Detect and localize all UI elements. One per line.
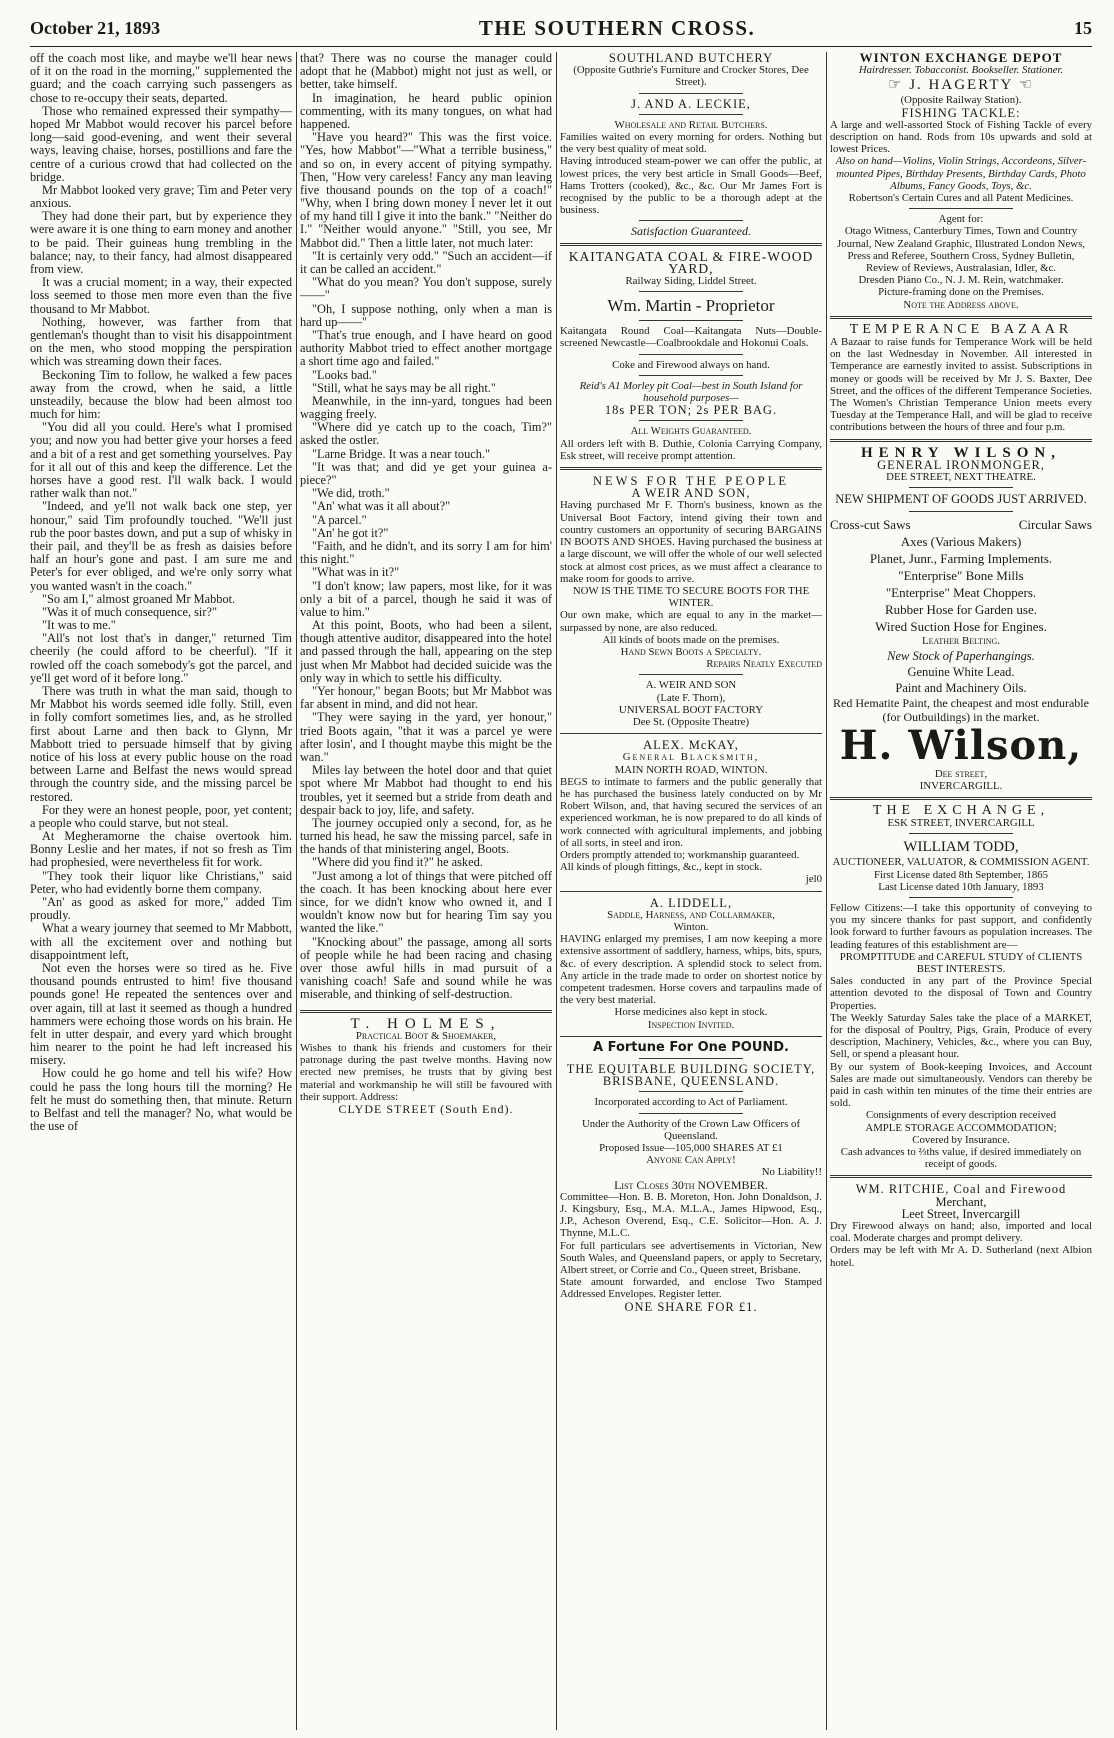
story-paragraph: "What was in it?" [312, 565, 400, 580]
equitable-liability: No Liability!! [761, 1166, 822, 1179]
story-paragraph: Meanwhile, in the inn-yard, tongues had been wagging freely. [300, 393, 552, 422]
winton-note: Note the Address above. [903, 298, 1019, 311]
winton-piano: Dresden Piano Co., N. J. M. Rein, watchmaker. [858, 274, 1064, 287]
wilson-axes: Axes (Various Makers) [900, 534, 1022, 550]
story-column-2 [300, 52, 552, 1730]
story-paragraph: For they were an honest people, poor, yet content; a people who could starve, but not steal. [30, 802, 292, 830]
equitable-share: ONE SHARE FOR £1. [624, 1299, 758, 1314]
story-paragraph: The journey occupied only a second, for, as he turned his head, he saw the missing parcel, safe in the hands of that ministering angel, Boots. [300, 815, 552, 857]
holmes-advertisement [300, 1015, 552, 1116]
weir-hand-sewn: Hand Sewn Boots a Specialty. [620, 645, 762, 658]
ritchie-body: Dry Firewood always on hand; also, imported and local coal. Moderate charges and prompt delivery. [830, 1220, 1092, 1245]
story-paragraph: Those who remained expressed their sympathy—hoped Mr Mabbot would recover his parcel before long—said good-evening, and went their several ways, leaving chaise, horses, postillions and fare the centre of a curious crowd that had collected on the bridge. [30, 103, 292, 184]
wilson-logo-street: Dee street, [934, 767, 988, 780]
story-paragraph: "A parcel." [312, 512, 367, 527]
winton-advertisement [830, 52, 1092, 311]
story-paragraph: Beckoning Tim to follow, he walked a few paces away from the crowd, when he said, a little unsteadily, because the blow had been almost too much for him: [30, 367, 292, 422]
wilson-bone: "Enterprise" Bone Mills [898, 568, 1024, 584]
story-paragraph: "It was to me." [42, 618, 116, 633]
ritchie-title: WM. RITCHIE, Coal and Firewood [855, 1182, 1067, 1197]
winton-agent-body: Otago Witness, Canterbury Times, Town and Country Journal, New Zealand Graphic, Illustrated London News, Press and Referee, Southern Cross, Sydney Bulletin, Review of Reviews, Australasian, Idler, &c. [837, 225, 1085, 275]
butchery-body-1: Families waited on every morning for orders. Nothing but the very best quality of meat sold. [560, 131, 822, 156]
story-paragraph: "Where did ye catch up to the coach, Tim?" asked the ostler. [300, 420, 552, 448]
kaitangata-location: Railway Siding, Liddel Street. [625, 275, 757, 288]
mckay-address: MAIN NORTH ROAD, WINTON. [614, 763, 768, 776]
story-paragraph: At Megheramorne the chaise overtook him. Bonny Leslie and her mates, if not so fresh as Tim had prophesied, were nevertheless fit for work. [30, 829, 292, 870]
wilson-logo-town: INVERCARGILL. [919, 779, 1003, 792]
column-rule [556, 52, 557, 1730]
divider [639, 114, 744, 115]
winton-proprietor: J. HAGERTY [909, 77, 1013, 94]
weir-title: NEWS FOR THE PEOPLE [592, 474, 789, 489]
wilson-trade: GENERAL IRONMONGER, [877, 457, 1045, 472]
temperance-body: A Bazaar to raise funds for Temperance Work will be held on the last Wednesday in November. All interested in Temperance are earnestly invited to assist. Subscriptions in money or goods will be received by Mr J. S. Baxter, Dee Street, and the offices of the different Temperance Societies. The Women's Christian Temperance Union meets every Tuesday at the Temperance Hall, and will be glad to receive contributions between the hours of three and four p.m. [830, 336, 1092, 434]
pointing-hand-icon: ☜ [1018, 77, 1034, 94]
mckay-plough: All kinds of plough fittings, &c., kept in stock. [560, 861, 763, 874]
story-paragraph: "You did all you could. Here's what I promised you; and now you had better give your horses a feed and a bit of a rest and get something yourselves. Pay for it all out of this and keep the difference. Let the horses have a good rest. I'll walk back. I would rather walk than not." [30, 420, 292, 501]
paper-title: THE SOUTHERN CROSS. [478, 15, 756, 40]
divider [639, 1058, 744, 1059]
equitable-amount: State amount forwarded, and enclose Two Stamped Addressed Envelopes. Register letter. [560, 1276, 822, 1301]
kaitangata-orders: All orders left with B. Duthie, Colonia Carrying Company, Esk street, will receive prompt attention. [560, 437, 822, 462]
mckay-name: ALEX. McKAY, [643, 738, 739, 753]
weir-advertisement [560, 475, 822, 728]
exchange-body: Fellow Citizens:—I take this opportunity of conveying to you my sincere thanks for past support, and confidently look forward to further favours as population increases. The leading features of this establishment are— [830, 901, 1092, 951]
story-paragraph: "They took their liquor like Christians," said Peter, who had evidently borne them company. [30, 868, 292, 896]
story-paragraph: that? There was no course the manager could adopt that he (Mabbot) might not just as well, or better, take himself. [300, 52, 552, 92]
story-paragraph: Nothing, however, was farther from that gentleman's thought than to visit his disappointment on the men, who stood mopping the perspiration which was streaming down their faces. [30, 314, 292, 369]
wilson-lead: Genuine White Lead. [907, 664, 1015, 679]
divider [639, 375, 744, 376]
divider [639, 291, 744, 292]
divider [639, 1113, 744, 1114]
wilson-address: DEE STREET, NEXT THEATRE. [886, 471, 1036, 484]
divider [639, 354, 744, 355]
divider [639, 93, 744, 94]
ads-column-4 [830, 52, 1092, 1730]
liddell-trade: Saddle, Harness, and Collarmaker, [607, 908, 775, 921]
divider [639, 220, 744, 221]
story-paragraph: It was a crucial moment; in a way, their expected loss seemed to those men more even than the five thousand to Mr Mabbot. [30, 275, 292, 316]
divider [909, 208, 1014, 209]
story-column-1 [30, 52, 292, 1730]
winton-roles [830, 64, 1092, 76]
wilson-shipment: NEW SHIPMENT OF GOODS JUST ARRIVED. [835, 492, 1087, 507]
wilson-oils: Paint and Machinery Oils. [895, 680, 1027, 695]
winton-role: Hairdresser. [858, 64, 912, 77]
story-paragraph: "They were saying in the yard, yer honour," tried Boots again, "that it was a parcel ye were after losin', and I thought maybe this might be the wan." [300, 710, 552, 764]
equitable-authority: Under the Authority of the Crown Law Officers of Queensland. [581, 1117, 801, 1142]
liddell-medicines: Horse medicines also kept in stock. [614, 1006, 768, 1019]
liddell-town: Winton. [673, 920, 709, 933]
weir-sig-late: (Late F. Thorn), [656, 691, 726, 704]
divider [639, 1091, 744, 1092]
divider [909, 511, 1014, 512]
kaitangata-hand: Coke and Firewood always on hand. [612, 358, 770, 371]
winton-opposite: (Opposite Railway Station). [900, 94, 1022, 107]
divider [300, 1010, 552, 1013]
ritchie-address: Leet Street, Invercargill [901, 1206, 1021, 1221]
weir-sig-factory: UNIVERSAL BOOT FACTORY [618, 703, 764, 716]
story-paragraph: off the coach most like, and maybe we'll hear news of it on the road in the morning," supplemented the guard; and the coach carrying such passengers as chose to re-occupy their seats, departed. [30, 52, 292, 105]
liddell-body: HAVING enlarged my premises, I am now keeping a more extensive assortment of saddlery, harness, whips, bits, spurs, &c. of every description. A splendid stock to select from. Any article in the trade made to order on shortest notice by competent tradesmen. Horse covers and tarpaulins made of the very best material. [560, 933, 822, 1007]
story-paragraph: "I don't know; law papers, most like, for it was only a bit of a parcel, though he said it was of value to him." [300, 578, 552, 619]
ritchie-advertisement [830, 1183, 1092, 1268]
story-paragraph: At this point, Boots, who had been a silent, though attentive auditor, disappeared into the hotel and passed through the hall, appearing on the step just when Mr Mabbot had decided suicide was the only way in which to settle his difficulty. [300, 618, 552, 685]
story-paragraph: "Knocking about" the passage, among all sorts of people while he had been racing and chasing over those awful hills in mad pursuit of a vanishing coach! Safe and sound while he was miserable, and thinking of self-destruction. [300, 934, 552, 1002]
story-paragraph: "Was it of much consequence, sir?" [42, 604, 217, 619]
equitable-committee: Committee—Hon. B. B. Moreton, Hon. John Donaldson, J. J. Kingsbury, Esq., M.A. M.L.A., James Hipwood, Esq., J.P., Acheson Overend, Esq., C.E. Solicitor—Hon. A. J. Thynne, M.L.C. [560, 1190, 822, 1240]
ritchie-orders: Orders may be left with Mr A. D. Sutherland (next Albion hotel. [830, 1244, 1092, 1269]
kaitangata-price: 18s PER TON; 2s PER BAG. [604, 403, 778, 418]
story-paragraph: "We did, troth." [312, 486, 390, 501]
story-paragraph: There was truth in what the man said, though to Mr Mabbot his words seemed idle folly. Still, even in folly comfort sometimes lies, and, as he strolled first about Larne and then back to Glynn, Mr Mabbott tried to persuade himself that by giving notice of his loss at every public house on the road between Larne and Belfast the news would spread through the country side, and the missing parcel be restored. [30, 684, 292, 804]
equitable-issue: Proposed Issue—105,000 SHARES AT £1 [599, 1142, 783, 1155]
exchange-weekly: The Weekly Saturday Sales take the place of a MARKET, for the disposal of Poultry, Pigs, Grain, Produce of every description, Machinery, Vehicles, &c., where you can Buy, Sell, or spend a pleasant hour. [830, 1011, 1092, 1061]
wilson-paper: New Stock of Paperhangings. [887, 648, 1035, 663]
exchange-name: WILLIAM TODD, [903, 839, 1019, 856]
temperance-advertisement [830, 321, 1092, 434]
weir-sig-name: A. WEIR AND SON [645, 679, 737, 692]
mckay-orders: Orders promptly attended to; workmanship guaranteed. [560, 848, 800, 861]
temperance-title: TEMPERANCE BAZAAR [849, 321, 1073, 337]
exchange-sales: Sales conducted in any part of the Province Special attention devoted to the disposal of Town and Country Properties. [830, 975, 1092, 1012]
exchange-cash: Cash advances to ⅔ths value, if desired immediately on receipt of goods. [840, 1145, 1082, 1171]
butchery-trade: Wholesale and Retail Butchers. [614, 118, 768, 131]
story-paragraph: "Have you heard?" This was the first voice. "Yes, how Mabbot"—"What a terrible business," and so on, in every accent of pitying sympathy. Then, "How very careless! Fancy any man leaving five thousand pounds on the top of a coach!" "Why, when I bring down money I never let it out of my hand till I give it into the bank." "Neither do I." "Neither would anyone." "Still, you see, Mr Mabbot did." Then a little later, not much later: [300, 130, 552, 250]
story-paragraph: "So am I," almost groaned Mr Mabbot. [42, 591, 236, 606]
winton-role: Stationer. [1022, 64, 1064, 77]
wilson-hose: Rubber Hose for Garden use. [885, 602, 1037, 618]
holmes-address: CLYDE STREET (South End). [338, 1101, 514, 1116]
liddell-invited: Inspection Invited. [647, 1018, 735, 1031]
winton-title: WINTON EXCHANGE DEPOT [859, 52, 1063, 65]
holmes-name: T. HOLMES, [350, 1015, 502, 1032]
story-paragraph: "It is certainly very odd." "Such an accident—if it can be called an accident." [300, 248, 552, 276]
ritchie-role: Merchant, [935, 1194, 987, 1209]
kaitangata-weights: All Weights Guaranteed. [630, 425, 752, 438]
wilson-choppers: "Enterprise" Meat Choppers. [885, 585, 1037, 601]
story-paragraph: "Just among a lot of things that were pitched off the coach. It has been knocking about here ever since, for we didn't know who owned it, and I wouldn't know now but for hearing Tim say you wanted the like." [300, 868, 552, 936]
butchery-title: SOUTHLAND BUTCHERY [608, 52, 774, 65]
story-paragraph: Not even the horses were so tired as he. Five thousand pounds entrusted to him! five thousand pounds gone! He repeated the sentences over and over again, till at last it seemed as though a hundred hammers were echoing those words on his brain. He felt in utter despair, and every yard which brought him nearer to the point he had left increased his misery. [30, 960, 292, 1068]
winton-name [830, 76, 1092, 94]
story-continued [300, 52, 552, 1002]
mckay-trade: General Blacksmith, [622, 751, 760, 764]
story-paragraph: "Faith, and he didn't, and its sorry I am for him' this night." [300, 538, 552, 567]
story-paragraph: "Yer honour," began Boots; but Mr Mabbot was far absent in mind, and did not hear. [300, 684, 552, 712]
divider [830, 439, 1092, 442]
equitable-advertisement [560, 1039, 822, 1314]
story-paragraph: "All's not lost that's in danger," returned Tim cheerily (he could afford to be cheerful). "If it rowled off the coach somebody's got the parcel, and ye'll get word of it before long." [30, 631, 292, 685]
divider [909, 487, 1014, 488]
story-paragraph: "An' he got it?" [312, 525, 389, 540]
divider [639, 420, 744, 421]
column-rule [296, 52, 297, 1730]
wilson-circular: Circular Saws [1018, 517, 1092, 533]
weir-neatly: Repairs Neatly Executed [706, 658, 822, 671]
kaitangata-title: KAITANGATA COAL & FIRE-WOOD YARD, [568, 248, 814, 276]
wilson-advertisement [830, 444, 1092, 792]
issue-date: October 21, 1893 [30, 17, 161, 38]
weir-body: Having purchased Mr F. Thorn's business, known as the Universal Boot Factory, intend giving their town and country customers an opportunity of securing BARGAINS IN BOOTS AND SHOES. Having purchased the business at a large discount, we will offer the whole of our well selected stock at almost cost prices, as we must affect a clearance to make room for goods to arrive. [560, 499, 822, 585]
story-paragraph: "Still, what he says may be all right." [312, 380, 496, 395]
equitable-particulars: For full particulars see advertisements in Victorian, New South Wales, and Queensland papers, or apply to Secretary, Albert street, or Corrie and Co., Queen street, Brisbane. [560, 1239, 822, 1277]
story-paragraph: "Looks bad." [312, 367, 377, 382]
winton-fishing-body: A large and well-assorted Stock of Fishing Tackle of every description on hand. Rods from 10s upwards and sold at lowest Prices. [830, 118, 1092, 156]
equitable-anyone: Anyone Can Apply! [646, 1154, 736, 1167]
exchange-storage: AMPLE STORAGE ACCOMMODATION; [865, 1121, 1057, 1134]
exchange-role: AUCTIONEER, VALUATOR, & COMMISSION AGENT. [832, 856, 1090, 869]
winton-also: Also on hand—Violins, Violin Strings, Accordeons, Silver-mounted Pipes, Birthday Presents, Birthday Cards, Photo Albums, Fancy Goods, Toys, &c. [835, 155, 1087, 192]
column-rule [826, 52, 827, 1730]
wilson-title: HENRY WILSON, [861, 444, 1061, 461]
wilson-wired: Wired Suction Hose for Engines. [875, 619, 1047, 635]
winton-role: Tobacconist. [914, 64, 969, 77]
exchange-license-2: Last License dated 10th January, 1893 [878, 880, 1044, 893]
masthead [30, 10, 1092, 47]
wilson-belting: Leather Belting. [921, 635, 1000, 648]
equitable-incorporated: Incorporated according to Act of Parliament. [594, 1096, 788, 1109]
divider [560, 1036, 822, 1037]
butchery-guarantee: Satisfaction Guaranteed. [631, 224, 751, 239]
divider [560, 733, 822, 734]
weir-make: Our own make, which are equal to any in the market—surpassed by none, are also reduced. [560, 609, 822, 634]
divider [830, 797, 1092, 800]
mckay-body: BEGS to intimate to farmers and the public generally that he has purchased the business lately conducted on by Mr Robert Wilson, and, that having secured the services of an experienced workman, he is now prepared to do all kinds of work connected with agricultural implements, and jobbing of all sorts, in steel and iron. [560, 775, 822, 849]
liddell-advertisement [560, 897, 822, 1031]
wilson-crosscut: Cross-cut Saws [830, 517, 911, 533]
kaitangata-proprietor: Wm. Martin - Proprietor [607, 296, 775, 316]
winton-agent: Agent for: [938, 213, 984, 226]
winton-cures: Robertson's Certain Cures and all Patent Medicines. [848, 192, 1074, 205]
divider [909, 897, 1014, 898]
winton-picture: Picture-framing done on the Premises. [878, 286, 1044, 299]
butchery-body-2: Having introduced steam-power we can offer the public, at lowest prices, the very best article in Small Goods—Beef, Hams Trotters (cooked), &c., &c. Our Mr James Fort is recognised by the public to be a thorough adept at the business. [560, 155, 822, 217]
wilson-planet: Planet, Junr., Farming Implements. [869, 551, 1053, 567]
butchery-names: J. AND A. LECKIE, [631, 96, 751, 111]
exchange-address: ESK STREET, INVERCARGILL [887, 817, 1035, 830]
weir-names: A WEIR AND SON, [631, 486, 751, 501]
exchange-prompt: PROMPTITUDE and CAREFUL STUDY of CLIENTS BEST INTERESTS. [839, 950, 1083, 975]
liddell-name: A. LIDDELL, [649, 895, 733, 910]
story-paragraph: "An' as good as asked for more," added Tim proudly. [30, 895, 292, 923]
divider [909, 833, 1014, 834]
divider [560, 243, 822, 246]
story-paragraph: "An' what was it all about?" [312, 499, 451, 514]
butchery-advertisement [560, 52, 822, 238]
wilson-hematite: Red Hematite Paint, the cheapest and most endurable (for Outbuildings) in the market. [833, 695, 1089, 724]
winton-fishing: FISHING TACKLE: [901, 105, 1021, 120]
exchange-system: By our system of Book-keeping Invoices, and Account Sales are made out simultaneously. Vendors can thereby be paid in cash within ten minutes of the time their entries are sold. [830, 1060, 1092, 1110]
page-number: 15 [1073, 17, 1092, 38]
divider [639, 674, 744, 675]
mckay-code: jel0 [805, 873, 822, 886]
equitable-closes: List Closes 30th NOVEMBER. [614, 1177, 768, 1192]
story-paragraph: Mr Mabbot looked very grave; Tim and Peter very anxious. [30, 182, 292, 211]
exchange-title: THE EXCHANGE, [872, 802, 1050, 818]
exchange-license-1: First License dated 8th September, 1865 [873, 868, 1049, 881]
equitable-fortune: A Fortune For One POUND. [593, 1039, 789, 1055]
story-paragraph: "That's true enough, and I have heard on good authority Mabbot tried to effect another mortgage a short time ago and failed." [300, 327, 552, 369]
exchange-consign: Consignments of every description received [865, 1109, 1057, 1122]
mckay-advertisement [560, 739, 822, 885]
story-paragraph: "What do you mean? You don't suppose, surely——" [300, 275, 552, 303]
divider [830, 316, 1092, 319]
story-paragraph: "Indeed, and ye'll not walk back one step, yer honour," said Tim profoundly touched. "We'll just rub the poor bastes down, and put a sup of whisky in their pail, and they'll be as fresh as daisies before half an hour's gone and past. I am sure me and Peter's for ever obliged, and we're only sorry what you wanted wasn't in the coach." [30, 499, 292, 593]
story-paragraph: "Larne Bridge. It was a near touch." [312, 446, 491, 461]
pointing-hand-icon: ☞ [888, 77, 904, 94]
weir-now: NOW IS THE TIME TO SECURE BOOTS FOR THE WINTER. [572, 584, 810, 610]
holmes-body: Wishes to thank his friends and customers for their patronage during the past twelve months. Having now erected new premises, he trusts that by giving best material and workmanship he will still be favoured with their support. Address: [300, 1041, 552, 1103]
weir-sig-address: Dee St. (Opposite Theatre) [632, 715, 750, 728]
story-paragraph: What a weary journey that seemed to Mr Mabbott, with all the excitement over and nothing but disappointment left, [30, 921, 292, 962]
story-paragraph: "It was that; and did ye get your guinea a-piece?" [300, 459, 552, 487]
story-paragraph: "Oh, I suppose nothing, only when a man is hard up——" [300, 301, 552, 329]
divider [560, 891, 822, 892]
divider [639, 320, 744, 321]
kaitangata-coals: Kaitangata Round Coal—Kaitangata Nuts—Double-screened Newcastle—Coalbrookdale and Hokonui Coals. [560, 325, 822, 350]
equitable-title: THE EQUITABLE BUILDING SOCIETY, BRISBANE, QUEENSLAND. [566, 1062, 816, 1089]
story-paragraph: How could he go home and tell his wife? How could he pass the long hours till the morning? He felt he must do something then, that minute. Return to Belfast and tell the manager? No, what would be the use of [30, 1066, 292, 1134]
kaitangata-reid: Reid's A1 Morley pit Coal—best in South Island for household purposes— [579, 379, 803, 405]
holmes-trade: Practical Boot & Shoemaker, [355, 1029, 497, 1042]
kaitangata-advertisement [560, 248, 822, 462]
winton-role: Bookseller. [971, 64, 1020, 77]
story-paragraph: They had done their part, but by experience they were aware it is one thing to earn money and another to be paid. Their guineas hung trembling in the balance; nay, to their fancy, had almost disappeared from view. [30, 209, 292, 276]
divider [830, 1175, 1092, 1178]
butchery-subtitle: (Opposite Guthrie's Furniture and Crocker Stores, Dee Street). [573, 64, 809, 89]
story-paragraph: Miles lay between the hotel door and that quiet spot where Mr Mabbot had thought to end his troubles, yet it seemed but a stride from death and despair back to joy, life, and safety. [300, 763, 552, 817]
story-paragraph: In imagination, he heard public opinion commenting, with its many tongues, on what had happened. [300, 90, 552, 131]
exchange-insurance: Covered by Insurance. [912, 1133, 1010, 1146]
divider [560, 467, 822, 470]
wilson-logo: H. Wilson, [839, 721, 1083, 769]
weir-repairs: All kinds of boots made on the premises. [602, 633, 780, 646]
ads-column-3 [560, 52, 822, 1730]
wilson-saws-row [830, 516, 1092, 533]
story-paragraph: "Where did you find it?" he asked. [312, 855, 483, 870]
exchange-advertisement [830, 802, 1092, 1171]
